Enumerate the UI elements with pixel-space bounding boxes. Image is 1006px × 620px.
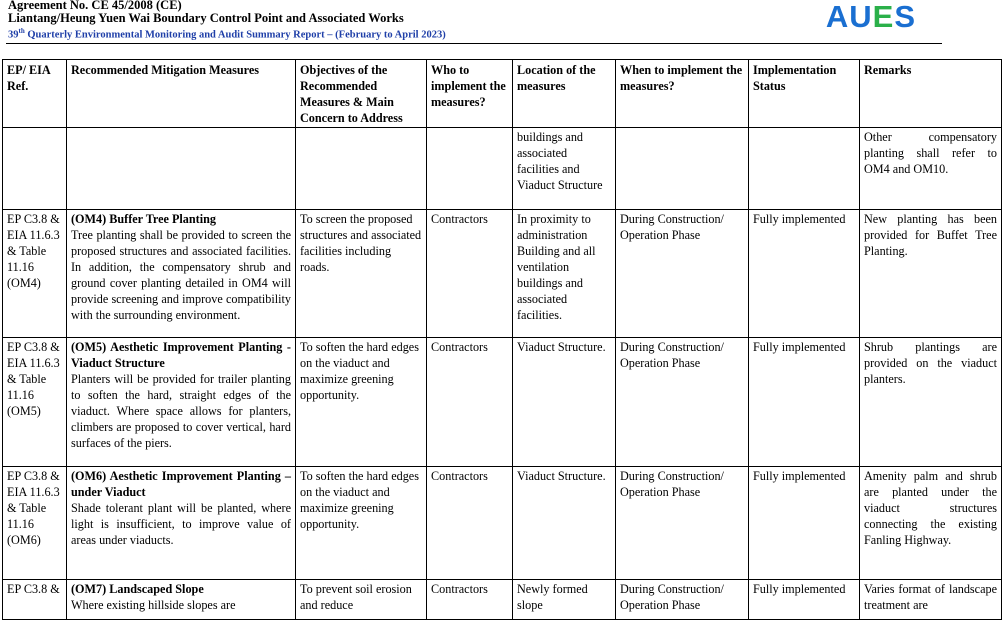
measure-text: Where existing hillside slopes are xyxy=(71,598,236,612)
cell-status: Fully implemented xyxy=(749,467,860,580)
agreement-number: Agreement No. CE 45/2008 (CE) xyxy=(8,0,182,12)
cell-objective: To screen the proposed structures and associated facilities including roads. xyxy=(296,210,427,338)
cell-status: Fully implemented xyxy=(749,580,860,620)
table-row xyxy=(3,128,1002,210)
cell-who xyxy=(427,128,513,210)
measure-title: (OM6) Aesthetic Improvement Planting – under Viaduct xyxy=(71,469,291,499)
col-header-when: When to implement the measures? xyxy=(616,60,749,128)
cell-who: Contractors xyxy=(427,338,513,467)
cell-ref: EP C3.8 & EIA 11.6.3 & Table 11.16 (OM4) xyxy=(3,210,67,338)
col-header-status: Implementation Status xyxy=(749,60,860,128)
cell-when: During Construction/ Operation Phase xyxy=(616,580,749,620)
cell-remarks: Other compensatory planting shall refer to OM4 and OM10. xyxy=(860,128,1002,210)
table-row xyxy=(3,467,1002,580)
mitigation-measures-table xyxy=(2,59,1002,620)
report-period: February to April 2023 xyxy=(338,29,443,41)
logo-letter-e: E xyxy=(872,0,895,34)
table-row xyxy=(3,580,1002,620)
cell-status: Fully implemented xyxy=(749,210,860,338)
report-header xyxy=(6,0,1000,44)
cell-ref: EP C3.8 & EIA 11.6.3 & Table 11.16 (OM6) xyxy=(3,467,67,580)
cell-status xyxy=(749,128,860,210)
cell-location: Newly formed slope xyxy=(513,580,616,620)
cell-remarks: Varies format of landscape treatment are xyxy=(860,580,1002,620)
cell-measure xyxy=(67,580,296,620)
measure-title: (OM7) Landscaped Slope xyxy=(71,582,204,596)
table-header-row xyxy=(3,60,1002,128)
cell-remarks: Amenity palm and shrub are planted under the viaduct structures connecting the existing Fanling Highway. xyxy=(860,467,1002,580)
cell-ref xyxy=(3,128,67,210)
report-title-text: Quarterly Environmental Monitoring and Audit Summary Report – ( xyxy=(24,29,339,41)
report-number: 39 xyxy=(8,29,19,41)
cell-objective xyxy=(296,128,427,210)
cell-location: In proximity to administration Building and all ventilation buildings and associated facilities. xyxy=(513,210,616,338)
cell-ref: EP C3.8 & xyxy=(3,580,67,620)
cell-when xyxy=(616,128,749,210)
col-header-who: Who to implement the measures? xyxy=(427,60,513,128)
measure-title: (OM4) Buffer Tree Planting xyxy=(71,212,216,226)
project-title: Liantang/Heung Yuen Wai Boundary Control Point and Associated Works xyxy=(8,11,404,25)
cell-objective: To soften the hard edges on the viaduct and maximize greening opportunity. xyxy=(296,338,427,467)
cell-who: Contractors xyxy=(427,467,513,580)
cell-who: Contractors xyxy=(427,210,513,338)
report-title-close: ) xyxy=(442,29,446,41)
cell-location: buildings and associated facilities and Viaduct Structure xyxy=(513,128,616,210)
measure-title: (OM5) Aesthetic Improvement Planting - Viaduct Structure xyxy=(71,340,291,370)
cell-location: Viaduct Structure. xyxy=(513,338,616,467)
report-number-suffix: th xyxy=(18,27,25,35)
header-rule xyxy=(6,43,942,44)
cell-when: During Construction/ Operation Phase xyxy=(616,210,749,338)
cell-ref: EP C3.8 & EIA 11.6.3 & Table 11.16 (OM5) xyxy=(3,338,67,467)
cell-remarks: Shrub plantings are provided on the viaduct planters. xyxy=(860,338,1002,467)
cell-location: Viaduct Structure. xyxy=(513,467,616,580)
cell-measure xyxy=(67,210,296,338)
col-header-objectives: Objectives of the Recommended Measures & Main Concern to Address xyxy=(296,60,427,128)
cell-when: During Construction/ Operation Phase xyxy=(616,338,749,467)
table-row xyxy=(3,338,1002,467)
cell-when: During Construction/ Operation Phase xyxy=(616,467,749,580)
logo-letter-a: A xyxy=(825,0,850,34)
cell-who: Contractors xyxy=(427,580,513,620)
cell-measure xyxy=(67,128,296,210)
aues-logo xyxy=(826,0,916,34)
cell-status: Fully implemented xyxy=(749,338,860,467)
logo-letter-u: U xyxy=(849,0,873,34)
col-header-ref: EP/ EIA Ref. xyxy=(3,60,67,128)
cell-measure xyxy=(67,338,296,467)
table-row xyxy=(3,210,1002,338)
cell-objective: To prevent soil erosion and reduce xyxy=(296,580,427,620)
cell-remarks: New planting has been provided for Buffet Tree Planting. xyxy=(860,210,1002,338)
measure-text: Shade tolerant plant will be planted, where light is insufficient, to improve value of areas under viaducts. xyxy=(71,501,291,547)
col-header-measures: Recommended Mitigation Measures xyxy=(67,60,296,128)
col-header-location: Location of the measures xyxy=(513,60,616,128)
cell-measure xyxy=(67,467,296,580)
measure-text: Tree planting shall be provided to screen the proposed structures and associated facilities. In addition, the compensatory shrub and ground cover planting detailed in OM4 will provide screening and improve compatibility with the surrounding environment. xyxy=(71,228,291,322)
cell-objective: To soften the hard edges on the viaduct and maximize greening opportunity. xyxy=(296,467,427,580)
report-title xyxy=(8,27,446,41)
logo-letter-s: S xyxy=(894,0,916,34)
col-header-remarks: Remarks xyxy=(860,60,1002,128)
measure-text: Planters will be provided for trailer planting to soften the hard, straight edges of the viaduct. Where space allows for planters, climbers are proposed to cover vertical, hard surfaces of the piers. xyxy=(71,372,291,450)
